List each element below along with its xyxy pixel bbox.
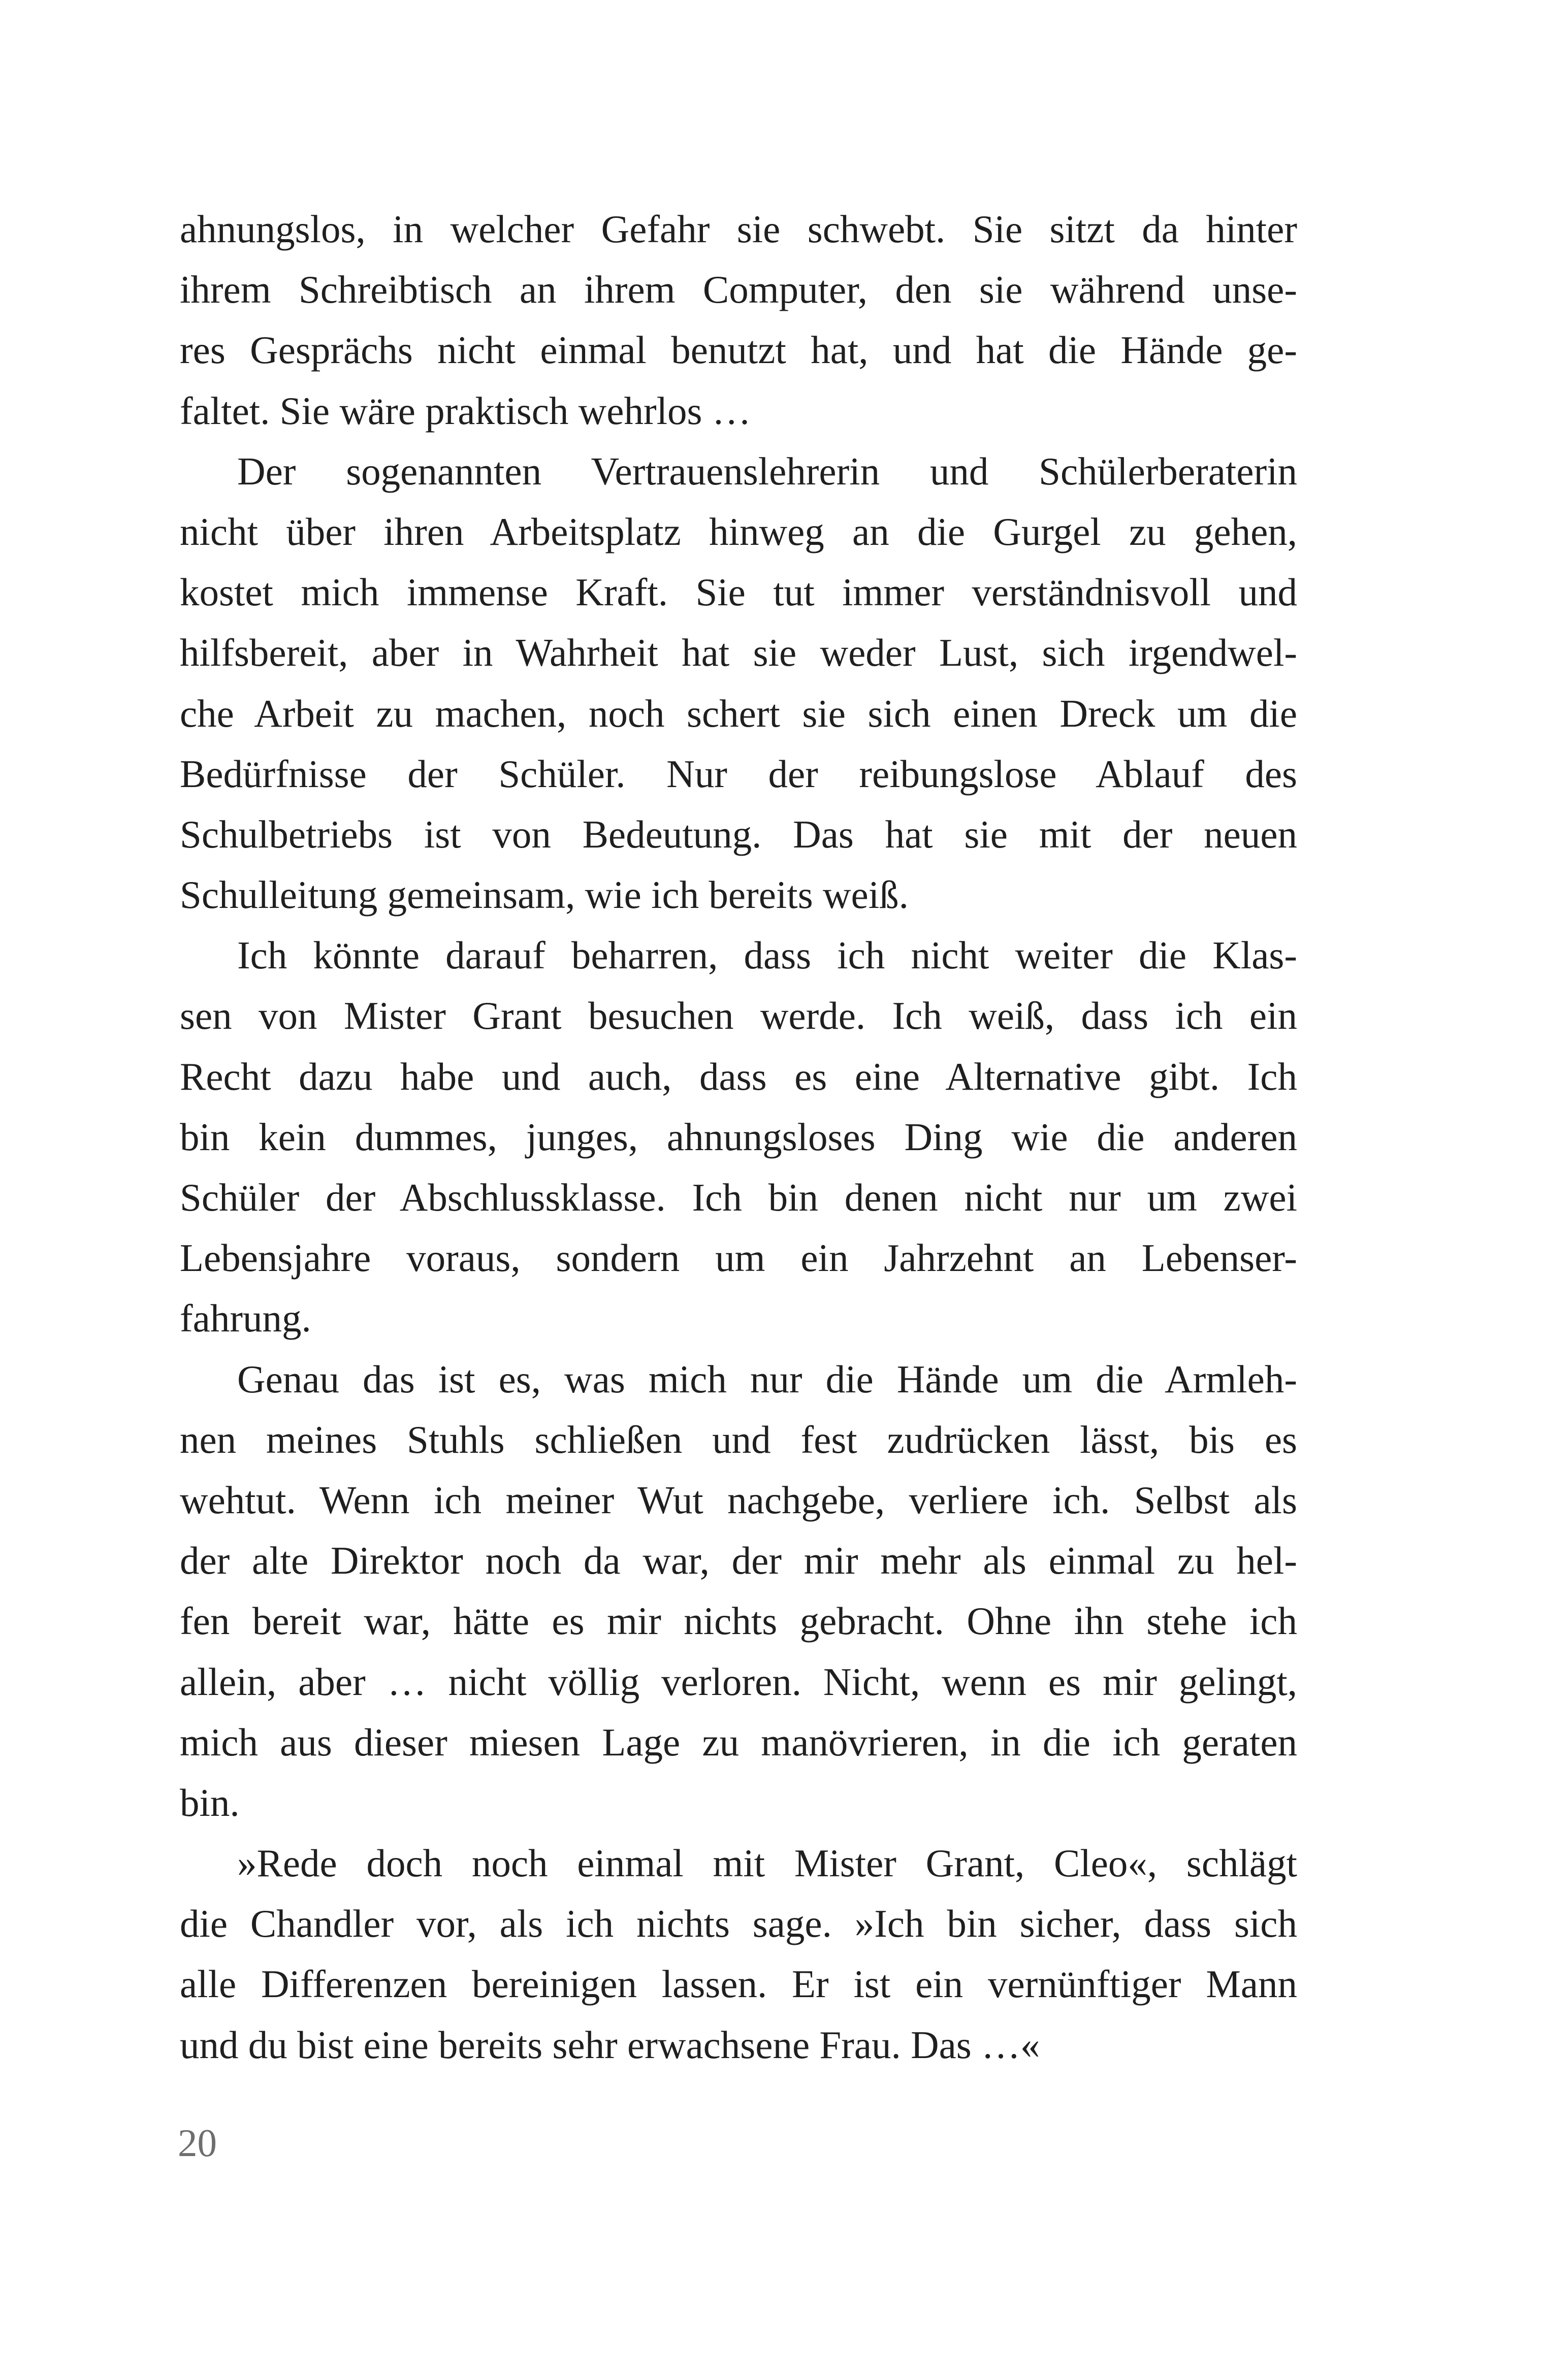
body-text bbox=[180, 199, 1297, 2075]
text-line: alle Differenzen bereinigen lassen. Er ist ein vernünftiger Mann bbox=[180, 1962, 1297, 2006]
text-line: Genau das ist es, was mich nur die Hände um die Armleh- bbox=[237, 1357, 1297, 1401]
text-line: hilfsbereit, aber in Wahrheit hat sie weder Lust, sich irgendwel- bbox=[180, 631, 1297, 675]
text-line: nen meines Stuhls schließen und fest zudrücken lässt, bis es bbox=[180, 1417, 1297, 1461]
text-line: Lebensjahre voraus, sondern um ein Jahrzehnt an Lebenser- bbox=[180, 1236, 1297, 1280]
text-line: bin kein dummes, junges, ahnungsloses Ding wie die anderen bbox=[180, 1115, 1297, 1159]
text-line: nicht über ihren Arbeitsplatz hinweg an die Gurgel zu gehen, bbox=[180, 509, 1297, 553]
text-line: »Rede doch noch einmal mit Mister Grant, Cleo«, schlägt bbox=[237, 1841, 1297, 1885]
text-line: Schulleitung gemeinsam, wie ich bereits weiß. bbox=[180, 873, 909, 917]
text-line: Recht dazu habe und auch, dass es eine Alternative gibt. Ich bbox=[180, 1054, 1297, 1098]
text-line: und du bist eine bereits sehr erwachsene Frau. Das …« bbox=[180, 2023, 1040, 2067]
text-line: Bedürfnisse der Schüler. Nur der reibungslose Ablauf des bbox=[180, 752, 1297, 796]
text-line: Schulbetriebs ist von Bedeutung. Das hat sie mit der neuen bbox=[180, 812, 1297, 856]
text-line: allein, aber … nicht völlig verloren. Nicht, wenn es mir gelingt, bbox=[180, 1659, 1297, 1704]
text-line: Der sogenannten Vertrauenslehrerin und Schülerberaterin bbox=[237, 449, 1297, 493]
text-line: ihrem Schreibtisch an ihrem Computer, den sie während unse- bbox=[180, 268, 1297, 312]
text-line: ahnungslos, in welcher Gefahr sie schwebt. Sie sitzt da hinter bbox=[180, 207, 1297, 251]
text-line: die Chandler vor, als ich nichts sage. »Ich bin sicher, dass sich bbox=[180, 1902, 1297, 1946]
text-line: faltet. Sie wäre praktisch wehrlos … bbox=[180, 388, 751, 433]
page-number: 20 bbox=[178, 2121, 217, 2165]
text-line: fen bereit war, hätte es mir nichts gebracht. Ohne ihn stehe ich bbox=[180, 1599, 1297, 1643]
text-line: sen von Mister Grant besuchen werde. Ich weiß, dass ich ein bbox=[180, 994, 1297, 1038]
text-line: Ich könnte darauf beharren, dass ich nicht weiter die Klas- bbox=[237, 933, 1297, 977]
text-line: bin. bbox=[180, 1780, 240, 1824]
paragraphs bbox=[180, 199, 1297, 2075]
text-line: der alte Direktor noch da war, der mir mehr als einmal zu hel- bbox=[180, 1539, 1297, 1583]
text-line: Schüler der Abschlussklasse. Ich bin denen nicht nur um zwei bbox=[180, 1176, 1297, 1219]
text-line: mich aus dieser miesen Lage zu manövrieren, in die ich geraten bbox=[180, 1720, 1297, 1764]
text-line: wehtut. Wenn ich meiner Wut nachgebe, verliere ich. Selbst als bbox=[180, 1478, 1297, 1522]
text-line: kostet mich immense Kraft. Sie tut immer verständnisvoll und bbox=[180, 570, 1297, 614]
text-line: fahrung. bbox=[180, 1296, 311, 1341]
text-line: res Gesprächs nicht einmal benutzt hat, und hat die Hände ge- bbox=[180, 328, 1297, 372]
text-line: che Arbeit zu machen, noch schert sie sich einen Dreck um die bbox=[180, 691, 1297, 735]
